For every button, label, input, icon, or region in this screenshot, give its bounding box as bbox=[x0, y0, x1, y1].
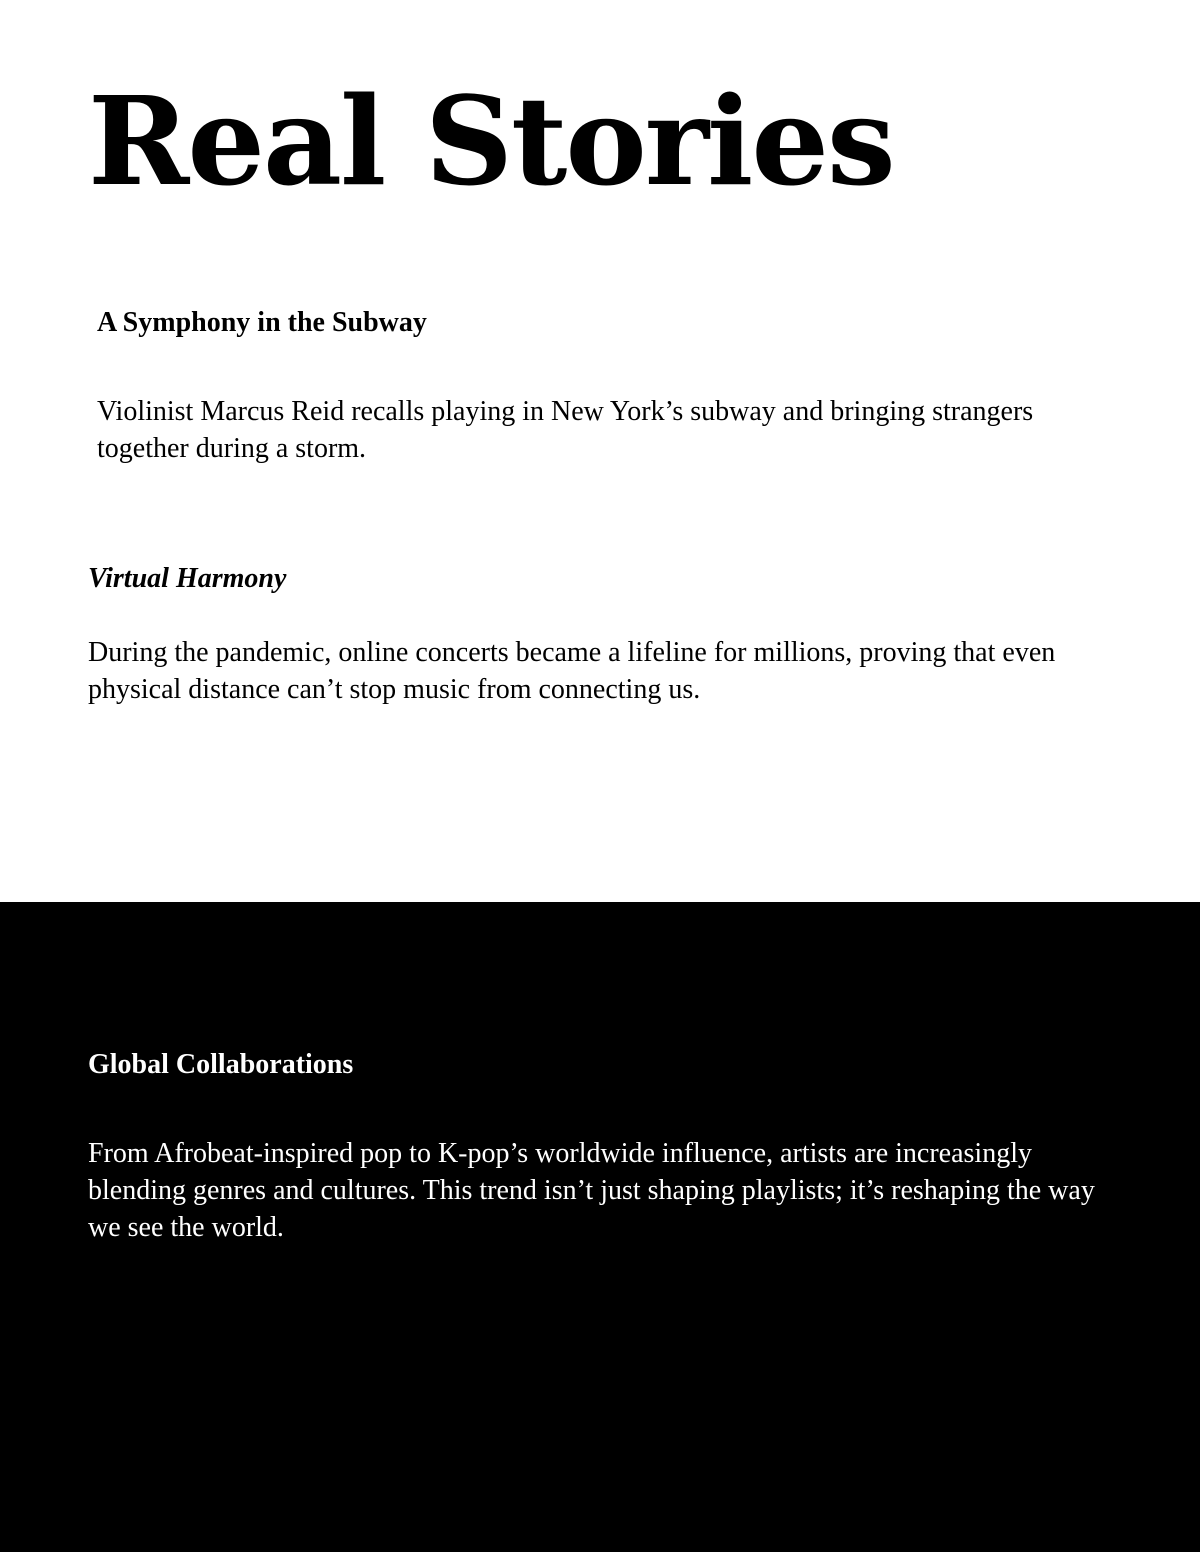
story-body-subway: Violinist Marcus Reid recalls playing in New York’s subway and bringing strangers together during a storm. bbox=[97, 396, 1034, 464]
story-body-global: From Afrobeat-inspired pop to K-pop’s worldwide influence, artists are increasingly blending genres and cultures. This trend isn’t just shaping playlists; it’s reshaping the way we see the world. bbox=[88, 1138, 1095, 1243]
story-body-virtual: During the pandemic, online concerts became a lifeline for millions, proving that even physical distance can’t stop music from connecting us. bbox=[88, 637, 1056, 705]
story-heading-subway: A Symphony in the Subway bbox=[97, 307, 427, 338]
story-heading-global: Global Collaborations bbox=[88, 1049, 354, 1080]
story-heading-virtual: Virtual Harmony bbox=[88, 563, 287, 594]
page-title: Real Stories bbox=[88, 69, 894, 213]
dark-section bbox=[0, 902, 1200, 1552]
